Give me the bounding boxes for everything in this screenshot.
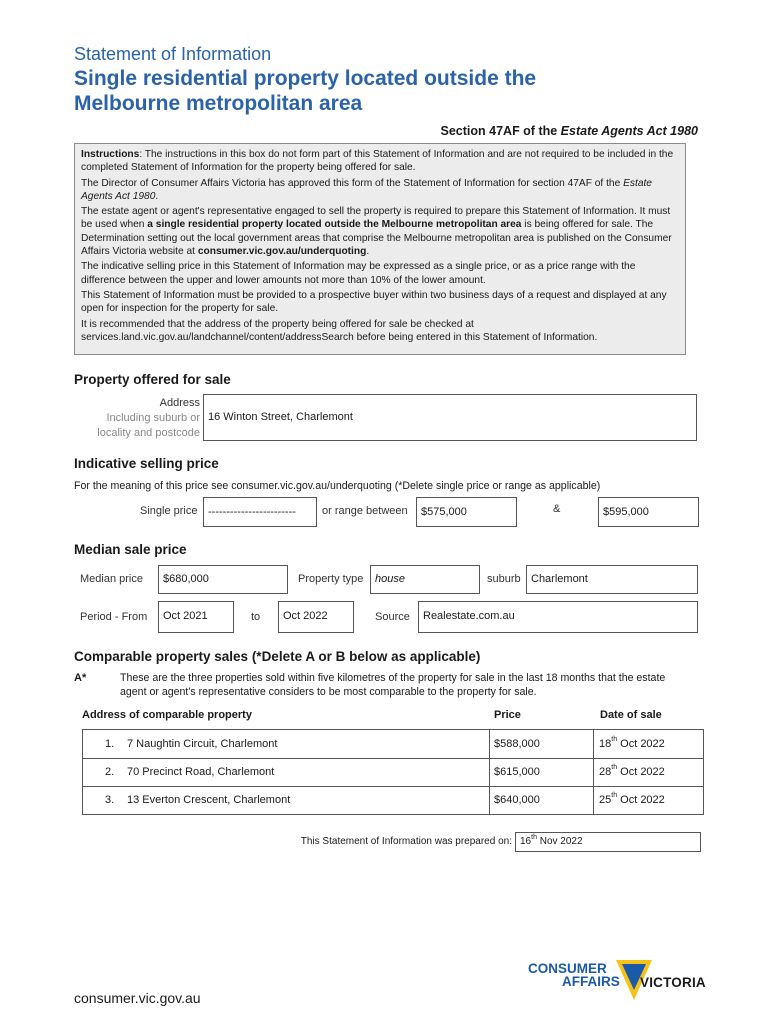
instructions-p2-act: Estate Agents Act 1980 [81,177,652,202]
instructions-p1-text: : The instructions in this box do not form part of this Statement of Information and are not required to be included in the completed Statement of Information for the property being offered for sale. [81,149,674,174]
source-label: Source [375,611,410,623]
logo-victoria: VICTORIA [640,975,706,990]
row-date-suffix: th [611,736,618,743]
row-price[interactable]: $588,000 [494,738,540,750]
row-address[interactable]: 70 Precinct Road, Charlemont [127,766,275,778]
prepared-suffix: th [531,834,537,841]
price-note: For the meaning of this price see consumer.vic.gov.au/underquoting (*Delete single price or range as applicable) [74,480,601,492]
prepared-day: 16 [520,836,532,847]
section-prefix: Section 47AF of the [440,124,561,138]
range-separator: & [553,503,561,515]
median-price-field[interactable]: $680,000 [158,565,288,594]
instructions-p3-bold: a single residential property located outside the Melbourne metropolitan area [147,219,522,231]
row-date-month: Oct 2022 [617,738,665,750]
prepared-on-field[interactable] [515,832,701,852]
single-price-field[interactable]: ------------------------ [203,497,317,527]
footer-url[interactable]: consumer.vic.gov.au [74,990,201,1006]
instructions-p2-text: The Director of Consumer Affairs Victoria has approved this form of the Statement of Information for section 47AF of the [81,177,624,189]
row-date-day: 28 [599,766,612,778]
comparables-table [82,729,704,815]
underquoting-link[interactable]: consumer.vic.gov.au/underquoting [197,246,367,258]
median-heading: Median sale price [74,542,187,557]
range-label: or range between [322,505,408,517]
property-type-label: Property type [298,573,364,585]
row-date-day: 18 [599,738,612,750]
single-price-label: Single price [140,505,198,517]
median-price-label: Median price [80,573,143,585]
row-date[interactable] [599,794,665,806]
comparables-description: These are the three properties sold within five kilometres of the property for sale in the last 18 months that the estate agent or agent's representative considers to be most comparable to the property for sale. [120,672,666,698]
instructions-p4: The indicative selling price in this Statement of Information may be expressed as a single price, or as a price range with the difference between the upper and lower amounts not more than 10% of the lower amount. [81,261,636,286]
section-act: Estate Agents Act 1980 [560,124,698,138]
address-label-2: Including suburb or [106,412,200,424]
address-field[interactable]: 16 Winton Street, Charlemont [203,394,697,441]
title-line-2: Melbourne metropolitan area [74,92,363,115]
period-to-label: to [251,611,261,623]
instructions-box [74,143,686,355]
instructions-p3-end: . [366,246,370,258]
price-heading: Indicative selling price [74,456,219,471]
instructions-label: Instructions [81,149,140,160]
table-row [83,730,703,758]
address-label-3: locality and postcode [97,427,200,439]
instructions-p5: This Statement of Information must be provided to a prospective buyer within two business days of a request and displayed at any open for inspection for the property for sale. [81,289,667,315]
logo-line-1: CONSUMER [528,961,607,976]
logo-line-2: AFFAIRS [562,974,620,989]
row-address[interactable]: 13 Everton Crescent, Charlemont [127,794,291,806]
property-heading: Property offered for sale [74,372,231,387]
row-price[interactable]: $615,000 [494,766,540,778]
row-date[interactable] [599,766,665,778]
instructions-p3-text: The estate agent or agent's representative engaged to sell the property is required to prepare this Statement of Information. It must be used when [81,206,671,231]
instructions-p3-text2: is being offered for sale. The Determination setting out the local government areas that comprise the Melbourne metropolitan area is published on the Consumer Affairs Victoria website at [81,219,672,258]
suburb-label: suburb [487,573,521,585]
row-number: 2. [105,766,115,778]
instructions-p1 [81,148,679,175]
section-reference [441,124,698,138]
row-number: 3. [105,794,115,806]
row-date[interactable] [599,738,665,750]
row-address[interactable]: 7 Naughtin Circuit, Charlemont [127,738,278,750]
column-price: Price [494,709,521,721]
table-row [83,758,703,786]
row-date-suffix: th [611,792,618,799]
address-label [74,396,200,441]
row-number: 1. [105,738,115,750]
instructions-p3 [81,205,679,258]
property-type-field[interactable]: house [370,565,480,594]
row-price[interactable]: $640,000 [494,794,540,806]
address-label-1: Address [159,397,200,409]
column-address: Address of comparable property [82,709,252,721]
document-title [74,66,714,116]
row-date-day: 25 [599,794,612,806]
period-from-label: Period - From [80,611,148,623]
source-field[interactable]: Realestate.com.au [418,601,698,633]
table-row [83,786,703,814]
range-low-field[interactable]: $575,000 [416,497,517,527]
row-date-month: Oct 2022 [617,766,665,778]
instructions-p2-end: . [155,190,159,202]
comparables-heading: Comparable property sales (*Delete A or B below as applicable) [74,649,481,664]
range-high-field[interactable]: $595,000 [598,497,699,527]
option-a-marker: A* [74,672,87,684]
column-date: Date of sale [600,709,662,721]
prepared-month: Nov 2022 [536,836,583,847]
title-line-1: Single residential property located outside the [74,67,537,90]
logo-text [528,962,620,988]
instructions-p2 [81,177,679,204]
suburb-field[interactable]: Charlemont [526,565,698,594]
period-from-field[interactable]: Oct 2021 [158,601,234,633]
document-kicker: Statement of Information [74,44,272,64]
consumer-affairs-victoria-logo [528,958,708,1008]
instructions-p6: It is recommended that the address of the property being offered for sale be checked at services.land.vic.gov.au/landchannel/content/addressSearch before being entered in this Statement of Information. [81,318,598,343]
period-to-field[interactable]: Oct 2022 [278,601,354,633]
prepared-on-label: This Statement of Information was prepared on: [300,836,512,847]
row-date-month: Oct 2022 [617,794,665,806]
row-date-suffix: th [611,764,618,771]
